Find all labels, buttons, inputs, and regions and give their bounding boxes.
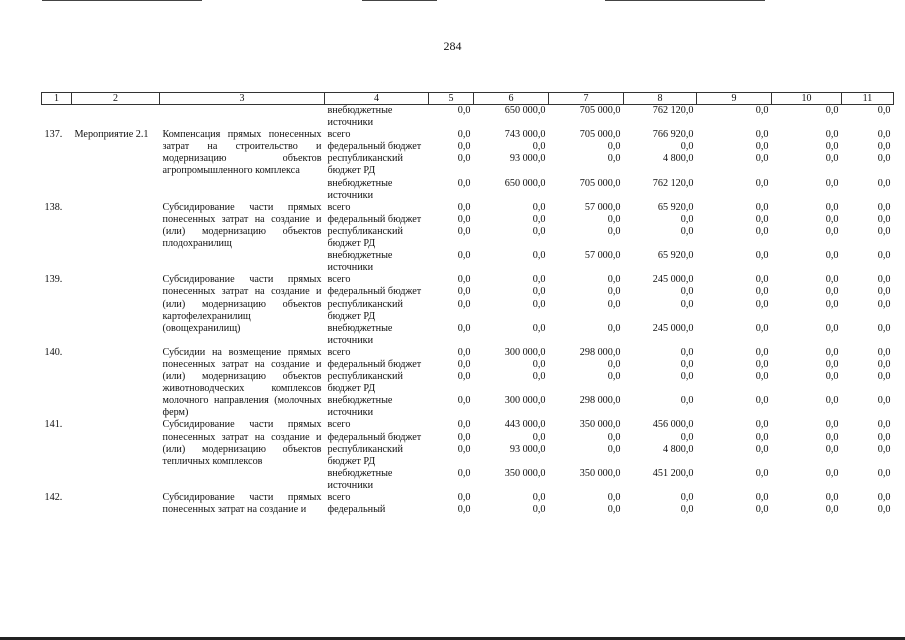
table-row <box>42 129 894 141</box>
value-col-9: 0,0 <box>755 177 769 189</box>
row-number: 140. <box>44 346 63 358</box>
value-col-6: 0,0 <box>532 201 546 213</box>
value-col-6: 650 000,0 <box>504 105 546 116</box>
value-col-8: 0,0 <box>680 286 694 298</box>
header-col-10: 10 <box>772 93 842 105</box>
event-name <box>72 492 160 516</box>
value-col-8: 0,0 <box>680 431 694 443</box>
value-col-5: 0,0 <box>457 274 471 286</box>
event-name <box>72 274 160 347</box>
value-col-10: 0,0 <box>825 322 839 334</box>
value-col-11: 0,0 <box>877 213 891 225</box>
event-name: Мероприятие 2.1 <box>74 129 149 141</box>
value-col-6: 0,0 <box>532 225 546 237</box>
top-rule-left <box>42 0 202 1</box>
value-col-5: 0,0 <box>457 504 471 516</box>
header-col-6: 6 <box>474 93 549 105</box>
event-description: Субсидирование части прямых понесенных затрат на создание и (или) модернизацию объектов картофелехранилищ (овощехранилищ) <box>162 274 322 334</box>
funding-source: федеральный <box>327 504 386 516</box>
funding-source: внебюджетные источники <box>327 322 393 346</box>
funding-source: федеральный бюджет <box>327 213 422 225</box>
value-col-9: 0,0 <box>755 322 769 334</box>
value-col-11: 0,0 <box>877 431 891 443</box>
value-col-6: 0,0 <box>532 250 546 262</box>
value-col-8: 0,0 <box>680 358 694 370</box>
value-col-9: 0,0 <box>755 419 769 431</box>
value-col-7: 57 000,0 <box>584 201 621 213</box>
value-col-8: 762 120,0 <box>652 105 694 116</box>
funding-source: всего <box>327 274 351 286</box>
value-col-10: 0,0 <box>825 177 839 189</box>
value-col-11: 0,0 <box>877 141 891 153</box>
value-col-6: 0,0 <box>532 492 546 503</box>
funding-source: республиканский бюджет РД <box>327 443 403 467</box>
value-col-7: 0,0 <box>607 504 621 516</box>
value-col-5: 0,0 <box>457 346 471 358</box>
funding-source: федеральный бюджет <box>327 286 422 298</box>
value-col-6: 0,0 <box>532 371 546 383</box>
value-col-9: 0,0 <box>755 467 769 479</box>
value-col-10: 0,0 <box>825 504 839 516</box>
value-col-9: 0,0 <box>755 443 769 455</box>
value-col-7: 350 000,0 <box>579 467 621 479</box>
value-col-5: 0,0 <box>457 141 471 153</box>
value-col-11: 0,0 <box>877 286 891 298</box>
value-col-9: 0,0 <box>755 504 769 516</box>
value-col-9: 0,0 <box>755 225 769 237</box>
value-col-11: 0,0 <box>877 322 891 334</box>
value-col-6: 0,0 <box>532 274 546 286</box>
value-col-8: 65 920,0 <box>657 250 694 262</box>
funding-source: республиканский бюджет РД <box>327 298 403 322</box>
header-col-8: 8 <box>624 93 697 105</box>
value-col-6: 300 000,0 <box>504 346 546 358</box>
funding-source: внебюджетные источники <box>327 395 393 419</box>
value-col-8: 0,0 <box>680 371 694 383</box>
value-col-11: 0,0 <box>877 153 891 165</box>
value-col-7: 0,0 <box>607 274 621 286</box>
value-col-6: 0,0 <box>532 213 546 225</box>
funding-source: внебюджетные источники <box>327 250 393 274</box>
header-col-9: 9 <box>697 93 772 105</box>
value-col-9: 0,0 <box>755 129 769 141</box>
funding-source: республиканский бюджет РД <box>327 371 403 395</box>
value-col-7: 350 000,0 <box>579 419 621 431</box>
value-col-8: 456 000,0 <box>652 419 694 431</box>
value-col-11: 0,0 <box>877 504 891 516</box>
value-col-7: 298 000,0 <box>579 395 621 407</box>
value-col-6: 300 000,0 <box>504 395 546 407</box>
event-name <box>72 347 160 420</box>
value-col-10: 0,0 <box>825 443 839 455</box>
value-col-7: 0,0 <box>607 225 621 237</box>
value-col-10: 0,0 <box>825 129 839 141</box>
table-row <box>42 347 894 359</box>
funding-source: всего <box>327 346 351 358</box>
top-rule-center <box>362 0 437 1</box>
value-col-7: 0,0 <box>607 443 621 455</box>
value-col-11: 0,0 <box>877 225 891 237</box>
value-col-11: 0,0 <box>877 419 891 431</box>
value-col-9: 0,0 <box>755 395 769 407</box>
value-col-11: 0,0 <box>877 492 891 503</box>
value-col-11: 0,0 <box>877 358 891 370</box>
header-col-3: 3 <box>160 93 325 105</box>
value-col-9: 0,0 <box>755 358 769 370</box>
value-col-10: 0,0 <box>825 286 839 298</box>
value-col-10: 0,0 <box>825 201 839 213</box>
value-col-8: 0,0 <box>680 492 694 503</box>
event-name <box>72 105 160 130</box>
funding-source: республиканский бюджет РД <box>327 225 403 250</box>
value-col-5: 0,0 <box>457 225 471 237</box>
value-col-7: 0,0 <box>607 431 621 443</box>
value-col-11: 0,0 <box>877 395 891 407</box>
header-col-2: 2 <box>72 93 160 105</box>
event-description: Компенсация прямых понесенных затрат на строительство и модернизацию объектов агропромышленного комплекса <box>162 129 322 177</box>
value-col-7: 0,0 <box>607 492 621 503</box>
value-col-10: 0,0 <box>825 431 839 443</box>
value-col-11: 0,0 <box>877 371 891 383</box>
value-col-10: 0,0 <box>825 141 839 153</box>
value-col-8: 766 920,0 <box>652 129 694 141</box>
header-col-5: 5 <box>429 93 474 105</box>
row-number: 138. <box>44 201 63 213</box>
value-col-11: 0,0 <box>877 443 891 455</box>
row-number: 139. <box>44 274 63 286</box>
value-col-9: 0,0 <box>755 141 769 153</box>
header-col-11: 11 <box>842 93 894 105</box>
value-col-8: 451 200,0 <box>652 467 694 479</box>
value-col-6: 0,0 <box>532 298 546 310</box>
value-col-7: 705 000,0 <box>579 177 621 189</box>
value-col-9: 0,0 <box>755 298 769 310</box>
table-row <box>42 419 894 431</box>
value-col-9: 0,0 <box>755 213 769 225</box>
row-number: 142. <box>44 492 63 503</box>
value-col-10: 0,0 <box>825 346 839 358</box>
value-col-5: 0,0 <box>457 213 471 225</box>
event-description: Субсидирование части прямых понесенных затрат на создание и (или) модернизацию объектов тепличных комплексов <box>162 419 322 467</box>
value-col-10: 0,0 <box>825 153 839 165</box>
funding-source: всего <box>327 419 351 431</box>
value-col-9: 0,0 <box>755 492 769 503</box>
table-row <box>42 202 894 214</box>
value-col-5: 0,0 <box>457 419 471 431</box>
value-col-10: 0,0 <box>825 225 839 237</box>
event-description: Субсидирование части прямых понесенных затрат на создание и <box>162 492 322 516</box>
value-col-11: 0,0 <box>877 346 891 358</box>
value-col-6: 350 000,0 <box>504 467 546 479</box>
page-number: 284 <box>443 39 462 53</box>
value-col-10: 0,0 <box>825 298 839 310</box>
value-col-8: 65 920,0 <box>657 201 694 213</box>
value-col-5: 0,0 <box>457 492 471 503</box>
value-col-5: 0,0 <box>457 322 471 334</box>
value-col-7: 0,0 <box>607 298 621 310</box>
value-col-8: 0,0 <box>680 346 694 358</box>
value-col-6: 0,0 <box>532 504 546 516</box>
funding-source: федеральный бюджет <box>327 358 422 370</box>
value-col-5: 0,0 <box>457 129 471 141</box>
value-col-5: 0,0 <box>457 371 471 383</box>
funding-source: республиканский бюджет РД <box>327 153 403 177</box>
funding-source: всего <box>327 492 351 503</box>
value-col-7: 0,0 <box>607 322 621 334</box>
table-body <box>42 105 894 517</box>
value-col-10: 0,0 <box>825 419 839 431</box>
value-col-5: 0,0 <box>457 298 471 310</box>
value-col-11: 0,0 <box>877 274 891 286</box>
value-col-10: 0,0 <box>825 105 839 116</box>
value-col-5: 0,0 <box>457 105 471 116</box>
value-col-9: 0,0 <box>755 250 769 262</box>
value-col-7: 0,0 <box>607 213 621 225</box>
value-col-8: 245 000,0 <box>652 322 694 334</box>
row-number <box>42 105 72 130</box>
funding-source: внебюджетные источники <box>327 177 393 201</box>
event-name <box>72 202 160 275</box>
value-col-8: 0,0 <box>680 213 694 225</box>
value-col-9: 0,0 <box>755 274 769 286</box>
event-description: Субсидирование части прямых понесенных затрат на создание и (или) модернизацию объектов плодохранилищ <box>162 201 322 250</box>
value-col-7: 0,0 <box>607 153 621 165</box>
value-col-8: 4 800,0 <box>662 153 694 165</box>
value-col-9: 0,0 <box>755 201 769 213</box>
value-col-8: 245 000,0 <box>652 274 694 286</box>
value-col-11: 0,0 <box>877 250 891 262</box>
value-col-8: 0,0 <box>680 298 694 310</box>
value-col-10: 0,0 <box>825 371 839 383</box>
value-col-6: 0,0 <box>532 141 546 153</box>
value-col-5: 0,0 <box>457 395 471 407</box>
value-col-6: 443 000,0 <box>504 419 546 431</box>
value-col-10: 0,0 <box>825 492 839 503</box>
value-col-7: 705 000,0 <box>579 129 621 141</box>
value-col-11: 0,0 <box>877 201 891 213</box>
value-col-5: 0,0 <box>457 467 471 479</box>
funding-source: внебюджетные источники <box>327 105 393 129</box>
value-col-6: 0,0 <box>532 322 546 334</box>
value-col-8: 0,0 <box>680 225 694 237</box>
value-col-8: 762 120,0 <box>652 177 694 189</box>
event-description <box>160 105 325 130</box>
value-col-9: 0,0 <box>755 346 769 358</box>
value-col-10: 0,0 <box>825 213 839 225</box>
value-col-9: 0,0 <box>755 431 769 443</box>
value-col-6: 93 000,0 <box>509 443 546 455</box>
value-col-5: 0,0 <box>457 201 471 213</box>
event-description: Субсидии на возмещение прямых понесенных затрат на создание и (или) модернизацию объектов животноводческих комплексов молочного направления (молочных ферм) <box>162 346 322 419</box>
value-col-7: 0,0 <box>607 358 621 370</box>
value-col-8: 0,0 <box>680 395 694 407</box>
value-col-9: 0,0 <box>755 153 769 165</box>
header-col-1: 1 <box>42 93 72 105</box>
value-col-10: 0,0 <box>825 274 839 286</box>
value-col-7: 0,0 <box>607 371 621 383</box>
value-col-9: 0,0 <box>755 286 769 298</box>
value-col-6: 650 000,0 <box>504 177 546 189</box>
value-col-10: 0,0 <box>825 250 839 262</box>
value-col-11: 0,0 <box>877 105 891 116</box>
table-row <box>42 492 894 504</box>
value-col-6: 93 000,0 <box>509 153 546 165</box>
value-col-5: 0,0 <box>457 153 471 165</box>
value-col-5: 0,0 <box>457 286 471 298</box>
value-col-7: 298 000,0 <box>579 346 621 358</box>
value-col-5: 0,0 <box>457 443 471 455</box>
header-col-7: 7 <box>549 93 624 105</box>
value-col-8: 4 800,0 <box>662 443 694 455</box>
funding-source: внебюджетные источники <box>327 467 393 491</box>
value-col-6: 0,0 <box>532 286 546 298</box>
value-col-11: 0,0 <box>877 298 891 310</box>
header-col-4: 4 <box>325 93 429 105</box>
value-col-6: 0,0 <box>532 431 546 443</box>
row-number: 137. <box>44 129 63 141</box>
budget-table <box>41 92 894 516</box>
table-row <box>42 274 894 286</box>
value-col-7: 705 000,0 <box>579 105 621 116</box>
top-rule-right <box>605 0 765 1</box>
value-col-8: 0,0 <box>680 141 694 153</box>
value-col-7: 57 000,0 <box>584 250 621 262</box>
event-name <box>72 419 160 492</box>
funding-source: федеральный бюджет <box>327 141 422 153</box>
value-col-11: 0,0 <box>877 467 891 479</box>
value-col-5: 0,0 <box>457 250 471 262</box>
value-col-11: 0,0 <box>877 177 891 189</box>
value-col-5: 0,0 <box>457 177 471 189</box>
value-col-6: 743 000,0 <box>504 129 546 141</box>
table-header <box>42 93 894 105</box>
value-col-7: 0,0 <box>607 141 621 153</box>
funding-source: федеральный бюджет <box>327 431 422 443</box>
value-col-8: 0,0 <box>680 504 694 516</box>
value-col-10: 0,0 <box>825 395 839 407</box>
value-col-7: 0,0 <box>607 286 621 298</box>
value-col-10: 0,0 <box>825 358 839 370</box>
value-col-5: 0,0 <box>457 431 471 443</box>
table-row <box>42 105 894 130</box>
funding-source: всего <box>327 201 351 213</box>
value-col-9: 0,0 <box>755 371 769 383</box>
value-col-6: 0,0 <box>532 358 546 370</box>
row-number: 141. <box>44 419 63 431</box>
value-col-9: 0,0 <box>755 105 769 116</box>
value-col-5: 0,0 <box>457 358 471 370</box>
value-col-11: 0,0 <box>877 129 891 141</box>
value-col-10: 0,0 <box>825 467 839 479</box>
funding-source: всего <box>327 129 351 141</box>
